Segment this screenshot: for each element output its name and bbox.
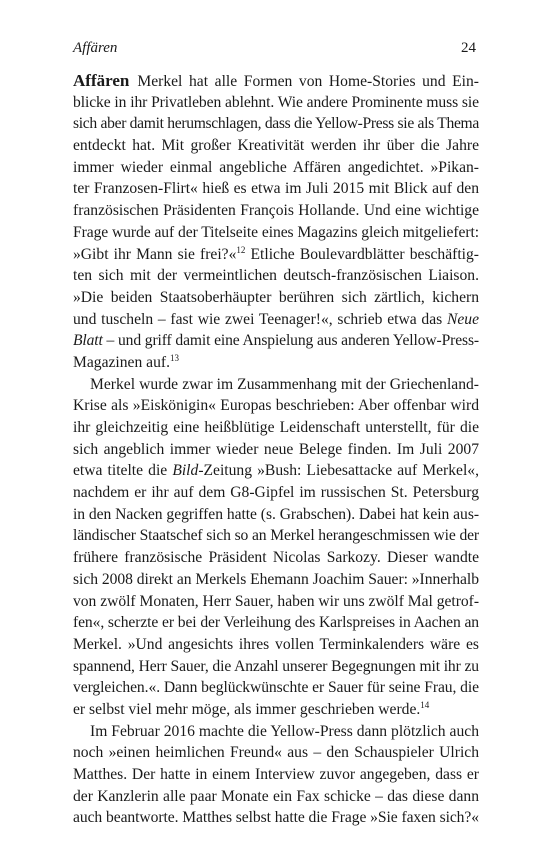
body-text bbox=[73, 70, 479, 829]
text-line: nachdem er ihr auf dem G8-Gipfel im russischen St. Petersburg bbox=[73, 484, 479, 502]
text-line: Affären Merkel hat alle Formen von Home-Stories und Ein- bbox=[73, 71, 479, 90]
text-line: »Gibt ihr Mann sie frei?«$^{12}$ Etliche Boulevardblätter beschäftig- bbox=[73, 244, 479, 263]
text-line: Blatt – und griff damit eine Anspielung aus anderen Yellow-Press- bbox=[73, 332, 479, 350]
footnote-marker: 12 bbox=[236, 244, 246, 255]
text-line: Magazinen auf.$^{13}$ bbox=[73, 352, 179, 371]
text-line: ter Franzosen-Flirt« hieß es etwa im Juli 2015 mit Blick auf den bbox=[73, 180, 479, 198]
text-line: frühere französische Präsident Nicolas Sarkozy. Dieser wandte bbox=[73, 549, 479, 567]
text-line: Im Februar 2016 machte die Yellow-Press dann plötzlich auch bbox=[90, 722, 479, 740]
text-line: sich 2008 direkt an Merkels Ehemann Joachim Sauer: »Innerhalb bbox=[73, 570, 479, 588]
text-line: ländischer Staatschef sich so an Merkel herangeschmissen wie der bbox=[73, 527, 479, 545]
text-line: der Kanzlerin alle paar Monate ein Fax schicke – das diese dann bbox=[73, 787, 479, 805]
text-line: etwa titelte die Bild-Zeitung »Bush: Liebesattacke auf Merkel«, bbox=[73, 462, 479, 480]
text-line: immer wieder einmal angebliche Affären angedichtet. »Pikan- bbox=[73, 158, 479, 176]
text-line: ihr gleichzeitig eine heißblütige Leidenschaft unterstellt, für die bbox=[73, 419, 479, 436]
text-line: spannend, Herr Sauer, die Anzahl unserer Begegnungen mit ihr zu bbox=[73, 657, 479, 675]
text-line: in den Nacken gegriffen hatte (s. Grabschen). Dabei hat kein aus- bbox=[73, 505, 479, 523]
text-line: entdeckt hat. Mit großer Kreativität werden ihr über die Jahre bbox=[73, 137, 479, 155]
text-line: ten sich mit der vermeintlichen deutsch-französischen Liaison. bbox=[73, 267, 479, 285]
text-line: sich aber damit herumschlagen, dass die Yellow-Press sie als Thema bbox=[73, 115, 479, 133]
text-line: Krise als »Eiskönigin« Europas beschrieben: Aber offenbar wird bbox=[73, 397, 479, 415]
text-line: französischen Präsidenten François Hollande. Und eine wichtige bbox=[73, 202, 479, 220]
text-line: »Die beiden Staatsoberhäupter berühren sich zärtlich, kichern bbox=[73, 288, 479, 306]
running-head bbox=[73, 40, 476, 57]
section-keyword: Affären bbox=[73, 71, 130, 90]
text-line: noch »einen heimlichen Freund« aus – den Schauspieler Ulrich bbox=[73, 744, 479, 762]
running-head-title: Affären bbox=[73, 40, 118, 56]
text-line: Frage wurde auf der Titelseite eines Magazins gleich mitgeliefert: bbox=[73, 223, 479, 241]
text-line: auch beantworte. Matthes selbst hatte die Frage »Sie faxen sich?« bbox=[73, 809, 479, 827]
text-line: Merkel. »Und angesichts ihres vollen Terminkalenders wäre es bbox=[73, 635, 479, 653]
footnote-marker: 14 bbox=[420, 699, 430, 710]
text-line: sich angeblich immer wieder neue Belege finden. Im Juli 2007 bbox=[73, 440, 479, 458]
footnote-marker: 13 bbox=[169, 352, 179, 363]
text-line: Merkel wurde zwar im Zusammenhang mit der Griechenland- bbox=[90, 375, 479, 393]
text-line: fen«, scherzte er bei der Verleihung des Karlspreises in Aachen an bbox=[73, 614, 479, 632]
text-line: von zwölf Monaten, Herr Sauer, haben wir uns zwölf Mal getrof- bbox=[73, 592, 479, 610]
text-line: Matthes. Der hatte in einem Interview zuvor angegeben, dass er bbox=[73, 766, 479, 783]
text-line: er selbst viel mehr möge, als immer geschrieben werde.$^{14}$ bbox=[73, 699, 430, 718]
text-line: blicke in ihr Privatleben ablehnt. Wie andere Prominente muss sie bbox=[73, 93, 479, 111]
text-line: vergleichen.«. Dann beglückwünschte er Sauer für seine Frau, die bbox=[73, 679, 479, 697]
page-number: 24 bbox=[461, 40, 476, 56]
text-line: und tuscheln – fast wie zwei Teenager!«, schrieb etwa das Neue bbox=[73, 310, 479, 328]
